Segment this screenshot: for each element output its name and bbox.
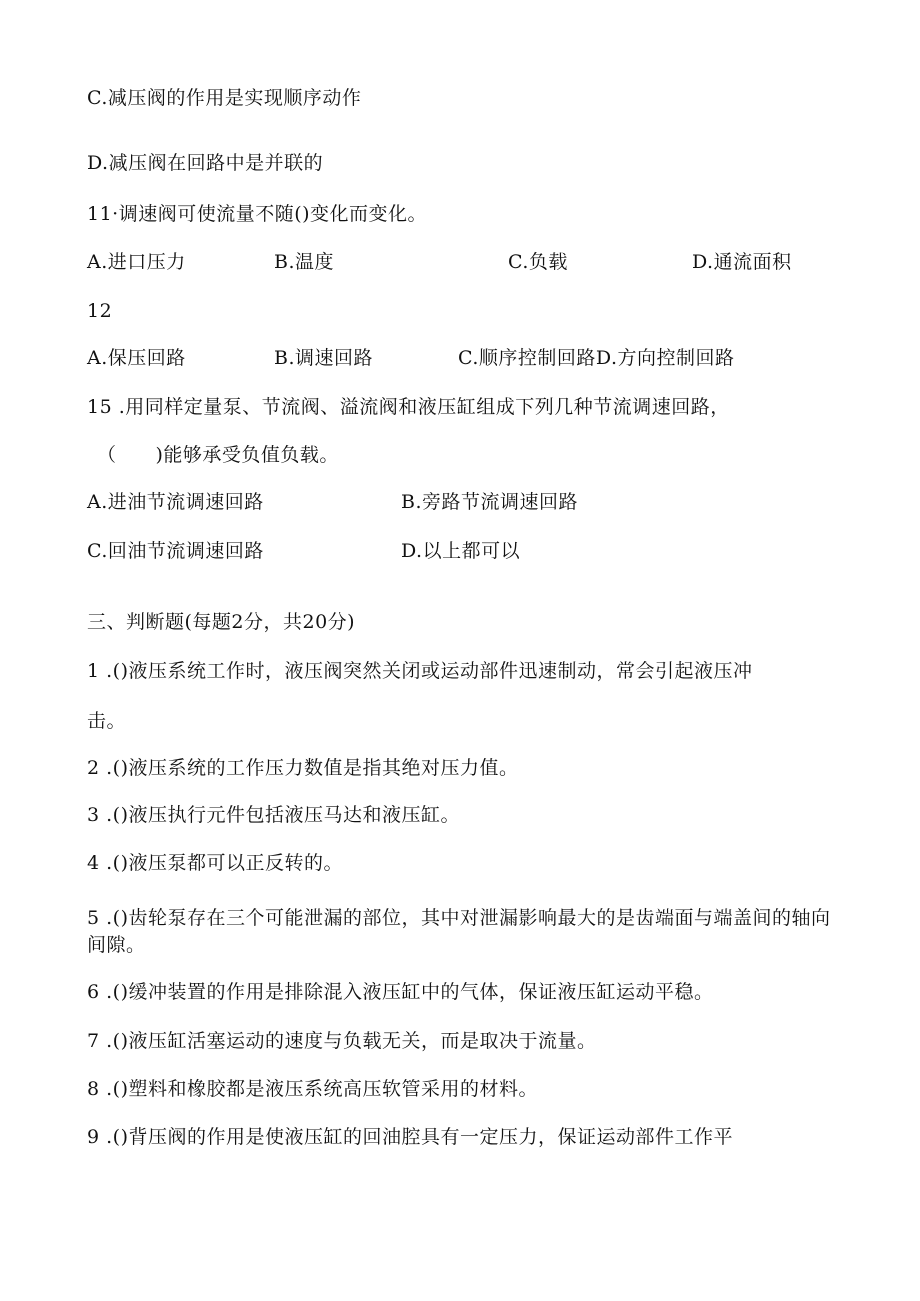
- question-11-option-a: A.进口压力: [87, 251, 186, 273]
- question-11-option-c: C.负载: [508, 251, 568, 273]
- judge-item-8: 8 .()塑料和橡胶都是液压系统高压软管采用的材料。: [87, 1078, 538, 1100]
- question-12-option-b: B.调速回路: [274, 347, 374, 369]
- question-15-option-b: B.旁路节流调速回路: [401, 491, 579, 513]
- question-11-option-d: D.通流面积: [692, 251, 792, 273]
- question-11-stem: 11·调速阀可使流量不随()变化而变化。: [87, 203, 428, 225]
- question-15-option-c: C.回油节流调速回路: [87, 540, 264, 562]
- option-c-previous-question: C.减压阀的作用是实现顺序动作: [87, 87, 362, 109]
- judge-item-1: 1 .()液压系统工作时，液压阀突然关闭或运动部件迅速制动，常会引起液压冲: [87, 660, 753, 682]
- question-15-stem-continued: （ )能够承受负值负载。: [97, 444, 339, 466]
- question-12-option-c-d: C.顺序控制回路D.方向控制回路: [458, 347, 735, 369]
- question-15-option-a: A.进油节流调速回路: [87, 491, 264, 513]
- judge-item-1-continued: 击。: [87, 710, 127, 732]
- question-15-stem: 15 .用同样定量泵、节流阀、溢流阀和液压缸组成下列几种节流调速回路，: [87, 396, 730, 418]
- judge-item-7: 7 .()液压缸活塞运动的速度与负载无关，而是取决于流量。: [87, 1030, 597, 1052]
- judge-item-4: 4 .()液压泵都可以正反转的。: [87, 852, 343, 874]
- question-12-stem: 12: [87, 300, 113, 322]
- judge-item-2: 2 .()液压系统的工作压力数值是指其绝对压力值。: [87, 757, 519, 779]
- judge-item-6: 6 .()缓冲装置的作用是排除混入液压缸中的气体，保证液压缸运动平稳。: [87, 981, 714, 1003]
- judge-item-5: 5 .()齿轮泵存在三个可能泄漏的部位，其中对泄漏影响最大的是齿端面与端盖间的轴向间隙。: [87, 907, 831, 956]
- option-d-previous-question: D.减压阀在回路中是并联的: [87, 152, 324, 174]
- question-15-option-d: D.以上都可以: [401, 540, 521, 562]
- judge-item-3: 3 .()液压执行元件包括液压马达和液压缸。: [87, 804, 460, 826]
- section-3-heading: 三、判断题(每题2分，共20分): [87, 611, 356, 633]
- question-12-option-a: A.保压回路: [87, 347, 186, 369]
- judge-item-9: 9 .()背压阀的作用是使液压缸的回油腔具有一定压力，保证运动部件工作平: [87, 1126, 733, 1148]
- question-11-option-b: B.温度: [274, 251, 335, 273]
